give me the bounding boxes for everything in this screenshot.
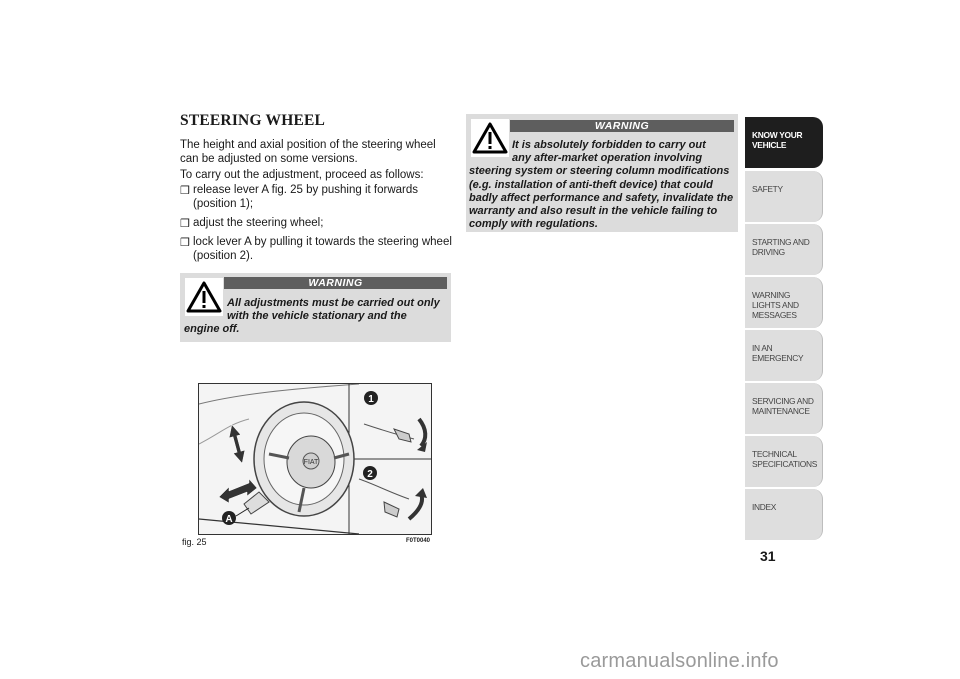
step-item (180, 183, 452, 211)
step-text: adjust the steering wheel; (193, 217, 324, 229)
warning-text (466, 139, 739, 231)
checkbox-bullet-icon: ❒ (180, 237, 190, 249)
warning-line: steering system or steering column modifications (e.g. installation of anti-theft device) that could badly affect performance and safety, invalidate the warranty and also result in the vehicle failing to comply with regulations. (469, 165, 734, 231)
warning-text (180, 297, 450, 337)
tab-know-your-vehicle[interactable]: KNOW YOUR VEHICLE (745, 117, 823, 168)
tab-warning-lights-and-messages[interactable]: WARNING LIGHTS AND MESSAGES (745, 277, 823, 328)
tab-technical-specifications[interactable]: TECHNICAL SPECIFICATIONS (745, 436, 823, 487)
warning-line: All adjustments must be carried out only (227, 297, 440, 309)
warning-line: any after-market operation involving (512, 152, 703, 165)
page-number: 31 (760, 548, 776, 564)
callout-a: A (225, 514, 233, 525)
step-item (180, 216, 452, 230)
tab-servicing-and-maintenance[interactable]: SERVICING AND MAINTENANCE (745, 383, 823, 434)
tab-in-an-emergency[interactable]: IN AN EMERGENCY (745, 330, 823, 381)
warning-line: with the vehicle stationary and the (227, 310, 407, 323)
tab-index[interactable]: INDEX (745, 489, 823, 540)
svg-text:FIAT: FIAT (303, 459, 319, 466)
section-heading: STEERING WHEEL (180, 112, 326, 129)
checkbox-bullet-icon: ❒ (180, 185, 190, 197)
checkbox-bullet-icon: ❒ (180, 218, 190, 230)
step-text: lock lever A by pulling it towards the steering wheel (position 2). (193, 236, 452, 262)
procedure-intro: To carry out the adjustment, proceed as follows: (180, 169, 424, 181)
figure-caption: fig. 25 (182, 537, 207, 547)
warning-line: engine off. (184, 323, 240, 336)
tab-starting-and-driving[interactable]: STARTING AND DRIVING (745, 224, 823, 275)
callout-1: 1 (368, 394, 374, 405)
intro-paragraph: The height and axial position of the steering wheel can be adjusted on some versions. (180, 139, 436, 165)
steering-figure (198, 383, 432, 535)
step-text: release lever A fig. 25 by pushing it forwards (position 1); (193, 184, 419, 210)
warning-box (466, 114, 738, 232)
warning-box (180, 273, 451, 342)
figure-code: F0T0040 (406, 538, 431, 544)
warning-title: WARNING (224, 277, 447, 289)
step-item (180, 235, 452, 263)
callout-2: 2 (367, 469, 373, 480)
warning-title: WARNING (510, 120, 734, 132)
warning-line: It is absolutely forbidden to carry out (512, 139, 706, 151)
watermark: carmanualsonline.info (580, 650, 779, 672)
steering-wheel-illustration (199, 384, 431, 534)
tab-safety[interactable]: SAFETY (745, 171, 823, 222)
